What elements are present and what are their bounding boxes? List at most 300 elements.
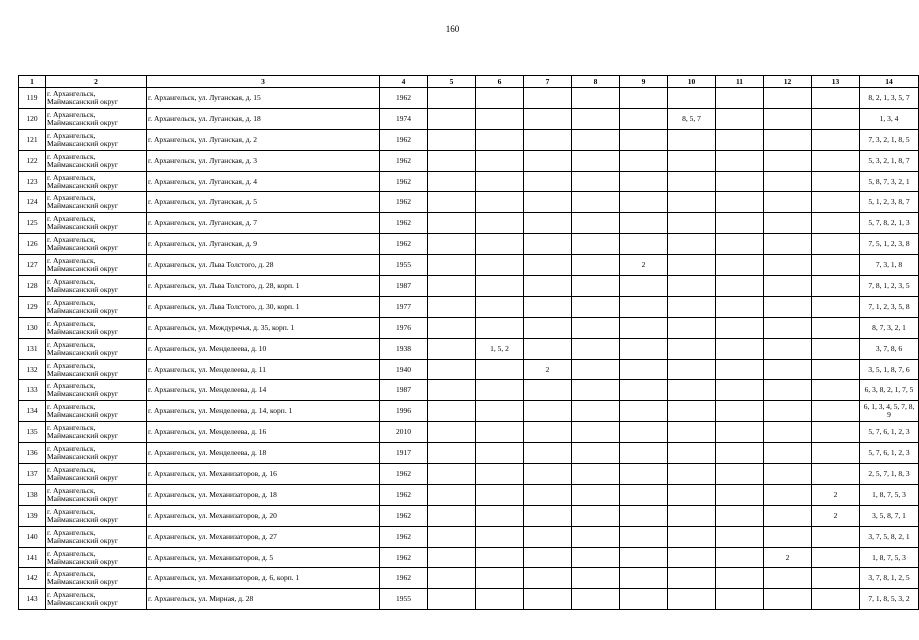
district-line: Маймаксанский округ	[47, 598, 119, 608]
column-header-14: 14	[860, 76, 919, 88]
column-11-cell	[716, 276, 764, 297]
column-13-cell	[812, 317, 860, 338]
column-9-cell	[620, 568, 668, 589]
column-9-cell	[620, 464, 668, 485]
year-cell: 1962	[380, 234, 428, 255]
row-number-cell: 143	[19, 589, 46, 610]
district-cell	[46, 255, 147, 276]
column-8-cell	[572, 108, 620, 129]
column-11-cell	[716, 568, 764, 589]
column-14-cell: 5, 1, 2, 3, 8, 7	[860, 192, 919, 213]
year-cell: 1974	[380, 108, 428, 129]
table-row	[19, 213, 919, 234]
address-cell: г. Архангельск, ул. Луганская, д. 4	[147, 171, 380, 192]
column-9-cell	[620, 484, 668, 505]
column-7-cell	[524, 150, 572, 171]
column-6-cell	[476, 589, 524, 610]
year-cell: 1962	[380, 150, 428, 171]
district-line: г. Архангельск,	[47, 360, 96, 370]
row-number-cell: 128	[19, 276, 46, 297]
column-13-cell	[812, 171, 860, 192]
column-12-cell	[764, 213, 812, 234]
column-6-cell	[476, 547, 524, 568]
district-line: Маймаксанский округ	[47, 347, 119, 357]
column-11-cell	[716, 338, 764, 359]
table-row	[19, 443, 919, 464]
column-13-cell	[812, 192, 860, 213]
year-cell: 1917	[380, 443, 428, 464]
year-cell: 2010	[380, 422, 428, 443]
column-13-cell	[812, 547, 860, 568]
district-line: Маймаксанский округ	[47, 138, 119, 148]
column-6-cell	[476, 171, 524, 192]
district-cell	[46, 338, 147, 359]
column-6-cell	[476, 234, 524, 255]
column-11-cell	[716, 108, 764, 129]
column-10-cell	[668, 213, 716, 234]
column-14-cell: 6, 1, 3, 4, 5, 7, 8, 9	[860, 401, 919, 422]
district-cell	[46, 317, 147, 338]
column-13-cell	[812, 234, 860, 255]
row-number-cell: 131	[19, 338, 46, 359]
district-line: г. Архангельск,	[47, 464, 96, 474]
district-line: г. Архангельск,	[47, 297, 96, 307]
column-8-cell	[572, 589, 620, 610]
column-10-cell	[668, 464, 716, 485]
column-10-cell	[668, 359, 716, 380]
column-5-cell	[428, 464, 476, 485]
column-11-cell	[716, 192, 764, 213]
table-row	[19, 401, 919, 422]
column-5-cell	[428, 234, 476, 255]
column-8-cell	[572, 255, 620, 276]
column-11-cell	[716, 422, 764, 443]
column-header-2: 2	[46, 76, 147, 88]
row-number-cell: 119	[19, 88, 46, 109]
district-line: Маймаксанский округ	[47, 96, 119, 106]
column-13-cell	[812, 443, 860, 464]
column-6-cell	[476, 401, 524, 422]
row-number-cell: 122	[19, 150, 46, 171]
column-12-cell	[764, 484, 812, 505]
year-cell: 1962	[380, 505, 428, 526]
year-cell: 1962	[380, 213, 428, 234]
table-row	[19, 464, 919, 485]
district-cell	[46, 568, 147, 589]
column-14-cell: 3, 5, 8, 7, 1	[860, 505, 919, 526]
column-8-cell	[572, 568, 620, 589]
column-13-cell	[812, 129, 860, 150]
column-5-cell	[428, 422, 476, 443]
column-5-cell	[428, 317, 476, 338]
district-cell	[46, 401, 147, 422]
column-5-cell	[428, 443, 476, 464]
column-11-cell	[716, 234, 764, 255]
column-14-cell: 3, 7, 8, 6	[860, 338, 919, 359]
column-8-cell	[572, 88, 620, 109]
column-14-cell: 7, 1, 2, 3, 5, 8	[860, 296, 919, 317]
column-6-cell	[476, 317, 524, 338]
district-line: г. Архангельск,	[47, 318, 96, 328]
column-6-cell	[476, 296, 524, 317]
district-cell	[46, 505, 147, 526]
column-7-cell: 2	[524, 359, 572, 380]
district-cell	[46, 276, 147, 297]
column-header-11: 11	[716, 76, 764, 88]
district-line: Маймаксанский округ	[47, 159, 119, 169]
table-row	[19, 150, 919, 171]
district-line: Маймаксанский округ	[47, 410, 119, 420]
district-line: г. Архангельск,	[47, 485, 96, 495]
column-8-cell	[572, 422, 620, 443]
column-6-cell	[476, 192, 524, 213]
column-5-cell	[428, 213, 476, 234]
district-line: г. Архангельск,	[47, 548, 96, 558]
row-number-cell: 126	[19, 234, 46, 255]
column-10-cell	[668, 276, 716, 297]
table-row	[19, 526, 919, 547]
district-line: Маймаксанский округ	[47, 493, 119, 503]
year-cell: 1955	[380, 589, 428, 610]
district-line: г. Архангельск,	[47, 527, 96, 537]
year-cell: 1962	[380, 568, 428, 589]
column-12-cell	[764, 422, 812, 443]
district-line: Маймаксанский округ	[47, 431, 119, 441]
row-number-cell: 124	[19, 192, 46, 213]
district-line: г. Архангельск,	[47, 256, 96, 266]
column-5-cell	[428, 380, 476, 401]
column-9-cell	[620, 401, 668, 422]
district-cell	[46, 296, 147, 317]
column-10-cell	[668, 317, 716, 338]
year-cell: 1962	[380, 88, 428, 109]
district-cell	[46, 422, 147, 443]
column-9-cell	[620, 276, 668, 297]
column-header-4: 4	[380, 76, 428, 88]
column-5-cell	[428, 276, 476, 297]
column-14-cell: 1, 3, 4	[860, 108, 919, 129]
table-row	[19, 589, 919, 610]
column-5-cell	[428, 547, 476, 568]
address-cell: г. Архангельск, ул. Механизаторов, д. 27	[147, 526, 380, 547]
district-line: Маймаксанский округ	[47, 514, 119, 524]
column-14-cell: 8, 7, 3, 2, 1	[860, 317, 919, 338]
column-header-3: 3	[147, 76, 380, 88]
column-12-cell	[764, 255, 812, 276]
year-cell: 1996	[380, 401, 428, 422]
column-6-cell	[476, 443, 524, 464]
year-cell: 1962	[380, 464, 428, 485]
column-5-cell	[428, 108, 476, 129]
year-cell: 1977	[380, 296, 428, 317]
column-12-cell	[764, 192, 812, 213]
column-12-cell	[764, 380, 812, 401]
year-cell: 1938	[380, 338, 428, 359]
column-6-cell	[476, 464, 524, 485]
column-8-cell	[572, 150, 620, 171]
year-cell: 1940	[380, 359, 428, 380]
row-number-cell: 121	[19, 129, 46, 150]
column-9-cell	[620, 380, 668, 401]
column-10-cell	[668, 234, 716, 255]
row-number-cell: 134	[19, 401, 46, 422]
table-row	[19, 547, 919, 568]
district-line: Маймаксанский округ	[47, 389, 119, 399]
column-9-cell	[620, 88, 668, 109]
column-11-cell	[716, 317, 764, 338]
registry-table	[18, 75, 919, 610]
district-line: г. Архангельск,	[47, 235, 96, 245]
district-cell	[46, 108, 147, 129]
column-8-cell	[572, 276, 620, 297]
district-line: г. Архангельск,	[47, 444, 96, 454]
column-13-cell	[812, 108, 860, 129]
column-7-cell	[524, 505, 572, 526]
column-9-cell	[620, 443, 668, 464]
column-10-cell	[668, 443, 716, 464]
address-cell: г. Архангельск, ул. Льва Толстого, д. 30, корп. 1	[147, 296, 380, 317]
column-6-cell	[476, 129, 524, 150]
column-14-cell: 3, 7, 8, 1, 2, 5	[860, 568, 919, 589]
column-9-cell	[620, 296, 668, 317]
district-cell	[46, 464, 147, 485]
column-7-cell	[524, 171, 572, 192]
row-number-cell: 135	[19, 422, 46, 443]
district-line: Маймаксанский округ	[47, 472, 119, 482]
column-12-cell	[764, 526, 812, 547]
column-9-cell	[620, 422, 668, 443]
column-7-cell	[524, 568, 572, 589]
column-13-cell	[812, 568, 860, 589]
table-row	[19, 234, 919, 255]
column-8-cell	[572, 443, 620, 464]
column-5-cell	[428, 589, 476, 610]
address-cell: г. Архангельск, ул. Междуречья, д. 35, корп. 1	[147, 317, 380, 338]
column-13-cell	[812, 255, 860, 276]
column-9-cell	[620, 317, 668, 338]
column-header-1: 1	[19, 76, 46, 88]
column-9-cell	[620, 129, 668, 150]
column-12-cell	[764, 464, 812, 485]
column-7-cell	[524, 108, 572, 129]
column-9-cell	[620, 213, 668, 234]
year-cell: 1962	[380, 129, 428, 150]
column-header-13: 13	[812, 76, 860, 88]
column-8-cell	[572, 380, 620, 401]
table-row	[19, 359, 919, 380]
column-9-cell	[620, 192, 668, 213]
row-number-cell: 129	[19, 296, 46, 317]
column-11-cell	[716, 296, 764, 317]
table-body	[19, 88, 919, 610]
column-5-cell	[428, 401, 476, 422]
column-header-5: 5	[428, 76, 476, 88]
column-7-cell	[524, 484, 572, 505]
column-14-cell: 8, 2, 1, 3, 5, 7	[860, 88, 919, 109]
column-9-cell	[620, 338, 668, 359]
column-12-cell	[764, 88, 812, 109]
column-7-cell	[524, 338, 572, 359]
table-row	[19, 422, 919, 443]
district-cell	[46, 589, 147, 610]
column-13-cell: 2	[812, 484, 860, 505]
district-cell	[46, 359, 147, 380]
address-cell: г. Архангельск, ул. Механизаторов, д. 20	[147, 505, 380, 526]
column-14-cell: 7, 3, 1, 8	[860, 255, 919, 276]
district-line: Маймаксанский округ	[47, 201, 119, 211]
district-cell	[46, 443, 147, 464]
table-header	[19, 76, 919, 88]
column-11-cell	[716, 484, 764, 505]
column-7-cell	[524, 443, 572, 464]
column-6-cell	[476, 568, 524, 589]
column-13-cell	[812, 359, 860, 380]
row-number-cell: 120	[19, 108, 46, 129]
column-11-cell	[716, 380, 764, 401]
column-7-cell	[524, 464, 572, 485]
column-14-cell: 1, 8, 7, 5, 3	[860, 547, 919, 568]
column-11-cell	[716, 255, 764, 276]
district-line: Маймаксанский округ	[47, 535, 119, 545]
column-11-cell	[716, 464, 764, 485]
column-8-cell	[572, 192, 620, 213]
district-cell	[46, 547, 147, 568]
column-8-cell	[572, 547, 620, 568]
district-line: г. Архангельск,	[47, 151, 96, 161]
column-8-cell	[572, 129, 620, 150]
column-6-cell	[476, 359, 524, 380]
year-cell: 1962	[380, 171, 428, 192]
table-row	[19, 129, 919, 150]
column-10-cell	[668, 171, 716, 192]
district-line: г. Архангельск,	[47, 590, 96, 600]
address-cell: г. Архангельск, ул. Луганская, д. 15	[147, 88, 380, 109]
column-14-cell: 7, 5, 1, 2, 3, 8	[860, 234, 919, 255]
district-line: Маймаксанский округ	[47, 305, 119, 315]
column-5-cell	[428, 150, 476, 171]
district-line: Маймаксанский округ	[47, 577, 119, 587]
column-13-cell	[812, 589, 860, 610]
page-number: 160	[445, 24, 460, 34]
column-9-cell	[620, 547, 668, 568]
column-12-cell: 2	[764, 547, 812, 568]
address-cell: г. Архангельск, ул. Луганская, д. 5	[147, 192, 380, 213]
column-9-cell: 2	[620, 255, 668, 276]
column-11-cell	[716, 401, 764, 422]
table-row	[19, 171, 919, 192]
column-12-cell	[764, 401, 812, 422]
row-number-cell: 137	[19, 464, 46, 485]
column-14-cell: 3, 7, 5, 8, 2, 1	[860, 526, 919, 547]
column-6-cell	[476, 422, 524, 443]
table-row	[19, 380, 919, 401]
row-number-cell: 132	[19, 359, 46, 380]
column-14-cell: 6, 3, 8, 2, 1, 7, 5	[860, 380, 919, 401]
row-number-cell: 123	[19, 171, 46, 192]
column-5-cell	[428, 338, 476, 359]
district-line: Маймаксанский округ	[47, 284, 119, 294]
column-7-cell	[524, 213, 572, 234]
district-line: Маймаксанский округ	[47, 117, 119, 127]
year-cell: 1962	[380, 192, 428, 213]
column-header-6: 6	[476, 76, 524, 88]
row-number-cell: 139	[19, 505, 46, 526]
address-cell: г. Архангельск, ул. Менделеева, д. 14	[147, 380, 380, 401]
column-9-cell	[620, 526, 668, 547]
district-cell	[46, 526, 147, 547]
column-10-cell: 8, 5, 7	[668, 108, 716, 129]
row-number-cell: 133	[19, 380, 46, 401]
column-5-cell	[428, 171, 476, 192]
row-number-cell: 127	[19, 255, 46, 276]
column-7-cell	[524, 422, 572, 443]
column-8-cell	[572, 296, 620, 317]
column-8-cell	[572, 213, 620, 234]
column-12-cell	[764, 568, 812, 589]
column-5-cell	[428, 255, 476, 276]
column-12-cell	[764, 276, 812, 297]
column-10-cell	[668, 401, 716, 422]
column-5-cell	[428, 88, 476, 109]
column-header-10: 10	[668, 76, 716, 88]
column-10-cell	[668, 380, 716, 401]
column-6-cell	[476, 505, 524, 526]
address-cell: г. Архангельск, ул. Мирная, д. 28	[147, 589, 380, 610]
column-7-cell	[524, 547, 572, 568]
column-12-cell	[764, 129, 812, 150]
district-line: г. Архангельск,	[47, 109, 96, 119]
district-cell	[46, 171, 147, 192]
district-cell	[46, 192, 147, 213]
year-cell: 1987	[380, 276, 428, 297]
row-number-cell: 125	[19, 213, 46, 234]
column-10-cell	[668, 589, 716, 610]
table-row	[19, 255, 919, 276]
column-14-cell: 5, 7, 6, 1, 2, 3	[860, 422, 919, 443]
table-row	[19, 505, 919, 526]
district-line: Маймаксанский округ	[47, 326, 119, 336]
district-line: г. Архангельск,	[47, 381, 96, 391]
column-9-cell	[620, 150, 668, 171]
column-8-cell	[572, 171, 620, 192]
column-11-cell	[716, 443, 764, 464]
column-5-cell	[428, 129, 476, 150]
address-cell: г. Архангельск, ул. Льва Толстого, д. 28	[147, 255, 380, 276]
district-line: Маймаксанский округ	[47, 556, 119, 566]
year-cell: 1962	[380, 484, 428, 505]
column-5-cell	[428, 568, 476, 589]
column-12-cell	[764, 443, 812, 464]
district-line: Маймаксанский округ	[47, 264, 119, 274]
address-cell: г. Архангельск, ул. Менделеева, д. 18	[147, 443, 380, 464]
address-cell: г. Архангельск, ул. Луганская, д. 7	[147, 213, 380, 234]
district-line: г. Архангельск,	[47, 402, 96, 412]
column-5-cell	[428, 484, 476, 505]
address-cell: г. Архангельск, ул. Механизаторов, д. 6, корп. 1	[147, 568, 380, 589]
column-13-cell	[812, 526, 860, 547]
district-cell	[46, 88, 147, 109]
column-13-cell	[812, 380, 860, 401]
row-number-cell: 140	[19, 526, 46, 547]
table-row	[19, 88, 919, 109]
district-line: Маймаксанский округ	[47, 452, 119, 462]
district-cell	[46, 213, 147, 234]
column-12-cell	[764, 234, 812, 255]
column-14-cell: 3, 5, 1, 8, 7, 6	[860, 359, 919, 380]
row-number-cell: 136	[19, 443, 46, 464]
column-5-cell	[428, 526, 476, 547]
column-10-cell	[668, 526, 716, 547]
